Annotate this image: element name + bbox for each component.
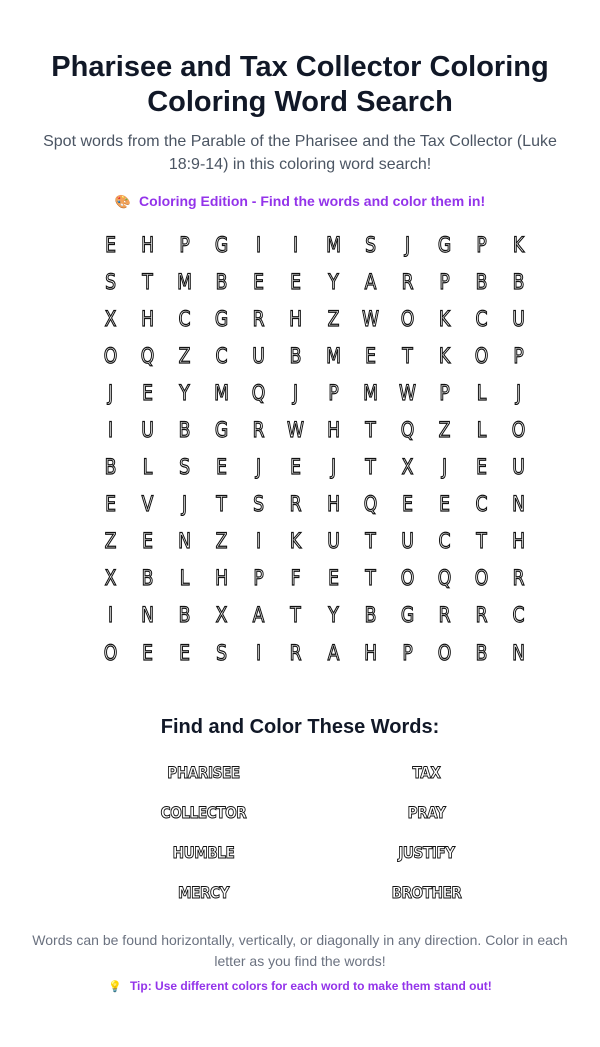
grid-cell[interactable]: B <box>178 603 191 628</box>
grid-cell[interactable]: P <box>439 380 450 405</box>
grid-cell[interactable]: E <box>401 492 413 517</box>
grid-cell[interactable]: M <box>214 380 230 405</box>
page-subtitle: Spot words from the Parable of the Pharisee and the Tax Collector (Luke 18:9-14) in this coloring word search! <box>43 133 557 173</box>
tip-banner <box>0 978 600 995</box>
grid-cell[interactable]: T <box>364 455 376 480</box>
grid-cell[interactable]: U <box>512 306 525 331</box>
word-list-item: MERCY <box>178 883 229 902</box>
grid-cell[interactable]: S <box>105 269 117 294</box>
grid-cell[interactable]: S <box>253 492 265 517</box>
grid-cell[interactable]: N <box>178 529 192 554</box>
grid-cell[interactable]: E <box>253 269 265 294</box>
page-title <box>0 0 600 120</box>
grid-cell[interactable]: A <box>364 269 377 294</box>
grid-cell[interactable]: J <box>441 455 447 480</box>
grid-cell[interactable]: I <box>256 232 262 257</box>
grid-cell[interactable]: T <box>216 492 228 517</box>
grid-cell[interactable]: K <box>438 306 451 331</box>
grid-cell[interactable]: U <box>141 418 154 443</box>
grid-cell[interactable]: E <box>438 492 450 517</box>
grid-cell[interactable]: O <box>437 640 452 665</box>
grid-cell[interactable]: P <box>513 343 524 368</box>
tip-text: Tip: Use different colors for each word to make them stand out! <box>129 979 492 993</box>
grid-cell[interactable]: S <box>364 232 376 257</box>
edition-banner <box>0 192 600 211</box>
instructions-text: Words can be found horizontally, vertically, or diagonally in any direction. Color in each letter as you find the words! <box>32 932 568 969</box>
grid-cell[interactable]: P <box>439 269 450 294</box>
grid-cell[interactable]: H <box>141 306 155 331</box>
word-list <box>92 762 538 904</box>
grid-cell[interactable]: E <box>105 232 116 257</box>
palette-icon: 🎨 <box>114 194 132 209</box>
grid-cell[interactable]: C <box>512 603 525 628</box>
grid-cell[interactable]: H <box>141 232 155 257</box>
grid-cell[interactable]: R <box>475 603 488 628</box>
grid-cell[interactable]: X <box>401 455 414 480</box>
grid-cell[interactable]: O <box>511 418 526 443</box>
word-list-title: Find and Color These Words: <box>160 716 440 738</box>
grid-cell[interactable]: X <box>104 566 117 591</box>
grid-cell[interactable]: H <box>326 492 340 517</box>
grid-cell[interactable]: U <box>326 529 340 554</box>
grid-cell[interactable]: Q <box>140 343 155 368</box>
grid-cell[interactable]: K <box>438 343 451 368</box>
grid-cell[interactable]: Q <box>400 418 415 443</box>
grid-cell[interactable]: R <box>290 492 302 517</box>
grid-cell[interactable]: T <box>402 343 413 368</box>
grid-cell[interactable]: W <box>361 306 379 331</box>
grid-cell[interactable]: U <box>400 529 414 554</box>
grid-cell[interactable]: V <box>141 492 154 517</box>
grid-cell[interactable]: J <box>256 455 262 480</box>
grid-cell[interactable]: R <box>290 640 302 665</box>
grid-cell[interactable]: R <box>252 418 265 443</box>
grid-cell[interactable]: I <box>256 640 262 665</box>
grid-cell[interactable]: T <box>364 529 376 554</box>
word-list-item: TAX <box>412 763 441 782</box>
grid-cell[interactable]: E <box>364 343 376 368</box>
grid-cell[interactable]: E <box>290 269 302 294</box>
grid-cell[interactable]: C <box>215 343 228 368</box>
grid-cell[interactable]: H <box>215 566 229 591</box>
grid-cell[interactable]: Z <box>178 343 191 368</box>
grid-cell[interactable]: R <box>252 306 265 331</box>
grid-cell[interactable]: T <box>364 566 376 591</box>
page-title-line-2: Coloring Word Search <box>147 86 453 118</box>
grid-cell[interactable]: E <box>179 640 191 665</box>
grid-cell[interactable]: Y <box>327 269 339 294</box>
grid-cell[interactable]: P <box>327 380 339 405</box>
grid-cell[interactable]: H <box>326 418 340 443</box>
grid-cell[interactable]: M <box>325 343 341 368</box>
grid-cell[interactable]: O <box>103 343 118 368</box>
grid-cell[interactable]: L <box>476 380 487 405</box>
grid-cell[interactable]: T <box>364 418 376 443</box>
grid-cell[interactable]: C <box>475 492 488 517</box>
word-search-grid <box>92 226 538 671</box>
grid-cell[interactable]: I <box>256 529 262 554</box>
grid-cell[interactable]: R <box>401 269 414 294</box>
grid-cell[interactable]: J <box>404 232 410 257</box>
grid-cell[interactable]: L <box>476 418 487 443</box>
grid-cell[interactable]: S <box>179 455 191 480</box>
grid-cell[interactable]: N <box>512 492 526 517</box>
grid-cell[interactable]: B <box>104 455 117 480</box>
word-list-item: JUSTIFY <box>398 843 455 862</box>
grid-cell[interactable]: T <box>290 603 302 628</box>
grid-cell[interactable]: I <box>107 603 114 628</box>
page-title-line-1: Pharisee and Tax Collector Coloring <box>51 51 549 83</box>
grid-cell[interactable]: G <box>400 603 414 628</box>
grid-cell[interactable]: K <box>512 232 525 257</box>
grid-cell[interactable]: Q <box>363 492 377 517</box>
grid-cell[interactable]: P <box>253 566 265 591</box>
grid-cell[interactable]: Q <box>252 380 266 405</box>
grid-cell[interactable]: P <box>402 640 413 665</box>
grid-cell[interactable]: R <box>512 566 525 591</box>
grid-cell[interactable]: A <box>253 603 265 628</box>
grid-cell[interactable]: J <box>516 380 522 405</box>
grid-cell[interactable]: B <box>290 343 302 368</box>
grid-cell[interactable]: E <box>142 529 154 554</box>
grid-cell[interactable]: C <box>438 529 451 554</box>
grid-cell[interactable]: G <box>215 418 229 443</box>
grid-cell[interactable]: K <box>290 529 302 554</box>
word-list-item: COLLECTOR <box>160 803 247 822</box>
grid-cell[interactable]: U <box>252 343 266 368</box>
edition-label: Coloring Edition - Find the words and color them in! <box>139 193 486 209</box>
grid-cell[interactable]: O <box>103 640 118 665</box>
grid-cell[interactable]: J <box>182 492 188 517</box>
grid-cell[interactable]: Q <box>437 566 452 591</box>
grid-cell[interactable]: W <box>398 380 416 405</box>
grid-cell[interactable]: W <box>287 418 305 443</box>
grid-cell[interactable]: Z <box>327 306 340 331</box>
grid-cell[interactable]: E <box>290 455 302 480</box>
grid-cell[interactable]: I <box>107 418 114 443</box>
grid-cell[interactable]: B <box>364 603 377 628</box>
grid-cell[interactable]: H <box>512 529 526 554</box>
grid-cell[interactable]: Z <box>215 529 228 554</box>
grid-cell[interactable]: C <box>475 306 488 331</box>
grid-cell[interactable]: T <box>476 529 487 554</box>
grid-cell[interactable]: J <box>107 380 114 405</box>
grid-cell[interactable]: N <box>512 640 526 665</box>
grid-cell[interactable]: O <box>474 566 489 591</box>
word-list-item: PRAY <box>407 803 446 822</box>
grid-cell[interactable]: G <box>215 232 229 257</box>
grid-cell[interactable]: E <box>327 566 339 591</box>
grid-cell[interactable]: H <box>363 640 377 665</box>
grid-cell[interactable]: S <box>216 640 228 665</box>
grid-cell[interactable]: M <box>177 269 193 294</box>
grid-cell[interactable]: P <box>179 232 190 257</box>
grid-cell[interactable]: O <box>400 566 415 591</box>
grid-cell[interactable]: T <box>142 269 153 294</box>
grid-cell[interactable]: E <box>105 492 116 517</box>
grid-cell[interactable]: E <box>476 455 487 480</box>
grid-cell[interactable]: P <box>476 232 487 257</box>
grid-cell[interactable]: J <box>293 380 299 405</box>
grid-cell[interactable]: O <box>400 306 415 331</box>
grid-cell[interactable]: Y <box>327 603 339 628</box>
grid-cell[interactable]: L <box>142 455 153 480</box>
grid-cell[interactable]: Y <box>179 380 190 405</box>
grid-cell[interactable]: E <box>142 380 154 405</box>
grid-cell[interactable]: M <box>325 232 341 257</box>
grid-cell[interactable]: G <box>215 306 229 331</box>
grid-cell[interactable]: F <box>291 566 301 591</box>
grid-cell[interactable]: O <box>474 343 489 368</box>
grid-cell[interactable]: N <box>141 603 155 628</box>
grid-cell[interactable]: X <box>104 306 117 331</box>
grid-cell[interactable]: I <box>293 232 299 257</box>
grid-cell[interactable]: R <box>438 603 451 628</box>
grid-cell[interactable]: M <box>362 380 378 405</box>
grid-cell[interactable]: B <box>512 269 525 294</box>
grid-cell[interactable]: H <box>289 306 303 331</box>
grid-cell[interactable]: B <box>475 269 488 294</box>
word-list-item: PHARISEE <box>167 763 240 782</box>
grid-cell[interactable]: E <box>142 640 154 665</box>
grid-cell[interactable]: C <box>178 306 191 331</box>
grid-cell[interactable]: Z <box>438 418 451 443</box>
grid-cell[interactable]: G <box>437 232 452 257</box>
lightbulb-icon: 💡 <box>108 981 122 993</box>
grid-cell[interactable]: L <box>179 566 190 591</box>
word-list-item: BROTHER <box>391 883 462 902</box>
grid-cell[interactable]: A <box>327 640 340 665</box>
grid-cell[interactable]: B <box>141 566 154 591</box>
grid-cell[interactable]: X <box>215 603 228 628</box>
word-list-item: HUMBLE <box>172 843 235 862</box>
grid-cell[interactable]: Z <box>104 529 117 554</box>
grid-cell[interactable]: B <box>215 269 228 294</box>
grid-cell[interactable]: E <box>216 455 228 480</box>
grid-cell[interactable]: B <box>475 640 488 665</box>
grid-cell[interactable]: J <box>330 455 336 480</box>
grid-cell[interactable]: B <box>178 418 191 443</box>
grid-cell[interactable]: U <box>512 455 525 480</box>
